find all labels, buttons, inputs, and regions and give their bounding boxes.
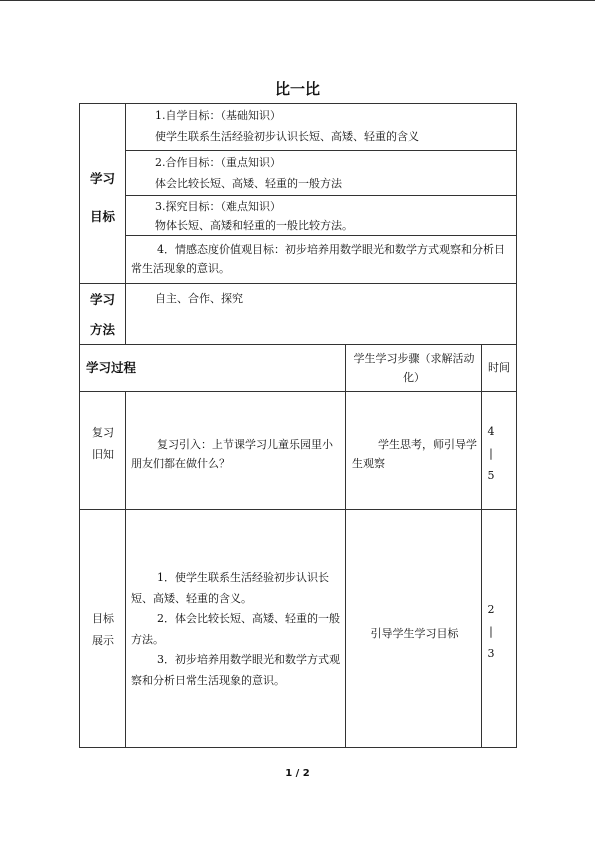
review-activity-text: 学生思考，师引导学生观察 [352, 438, 477, 470]
table-rule [125, 235, 517, 236]
objective-item-3-text [155, 216, 510, 235]
review-time-top: 4 [487, 425, 495, 438]
time-header: 时间 [488, 361, 510, 374]
table-rule [125, 103, 126, 344]
method-text: 自主、合作、探究 [155, 292, 243, 305]
objective-text: 体会比较长短、高矮、轻重的一般方法 [155, 177, 342, 190]
review-label: 复习旧知 [92, 426, 114, 461]
objective-item-4 [131, 240, 511, 278]
objective-item-2 [155, 153, 510, 172]
student-steps-header: 学生学习步骤（求解活动化） [353, 352, 475, 384]
method-label-line2: 方法 [89, 322, 115, 337]
objectives-label-line2: 目标 [89, 209, 115, 224]
objective-text: 物体长短、高矮和轻重的一般比较方法。 [155, 219, 353, 232]
review-time [485, 421, 497, 487]
page-number: 1 / 2 [285, 768, 310, 779]
method-label-line1: 学习 [89, 292, 115, 307]
method-label [80, 285, 125, 345]
table-rule [481, 344, 482, 748]
page-title: 比一比 [274, 80, 320, 98]
table-border-right [516, 103, 517, 748]
goals-time-bottom: 3 [487, 647, 495, 660]
table-rule [345, 344, 346, 748]
review-time-bottom: 5 [487, 469, 495, 482]
objectives-label-line1: 学习 [89, 171, 115, 186]
objectives-label [80, 160, 125, 236]
table-rule [125, 150, 517, 151]
review-time-sep: | [489, 447, 493, 460]
table-rule [79, 391, 517, 392]
objective-item-1-text [155, 127, 510, 146]
goals-content-item-2: 2．体会比较长短、高矮、轻重的一般方法。 [131, 612, 340, 646]
table-rule [125, 391, 126, 748]
table-border-top [79, 103, 517, 104]
objective-text: 4．情感态度价值观目标：初步培养用数学眼光和数学方式观察和分析日常生活现象的意识。 [131, 243, 505, 275]
table-rule [79, 509, 517, 510]
objective-item-1 [155, 106, 510, 125]
goals-label: 目标展示 [92, 612, 114, 647]
goals-time [485, 599, 497, 665]
table-rule [79, 344, 517, 345]
process-header: 学习过程 [86, 360, 137, 375]
goals-content [131, 568, 341, 691]
goals-content-item-1: 1．使学生联系生活经验初步认识长短、高矮、轻重的含义。 [131, 571, 329, 605]
review-activity [352, 435, 477, 473]
objective-text: 使学生联系生活经验初步认识长短、高矮、轻重的含义 [155, 130, 419, 143]
table-rule [125, 195, 517, 196]
goals-activity: 引导学生学习目标 [370, 627, 459, 640]
review-content [131, 435, 341, 473]
objective-heading: 1.自学目标：（基础知识） [155, 109, 281, 122]
review-content-text: 复习引入：上节课学习儿童乐园里小朋友们都在做什么？ [131, 438, 333, 470]
goals-time-sep: | [489, 625, 493, 638]
table-rule [79, 283, 517, 284]
goals-time-top: 2 [487, 603, 495, 616]
objective-item-3 [155, 197, 510, 216]
page-top-rule [0, 0, 595, 1]
objective-heading: 2.合作目标：（重点知识） [155, 156, 281, 169]
objective-heading: 3.探究目标：（难点知识） [155, 200, 281, 213]
objective-item-2-text [155, 174, 510, 193]
table-border-bottom [79, 747, 517, 748]
goals-content-item-3: 3．初步培养用数学眼光和数学方式观察和分析日常生活现象的意识。 [131, 653, 340, 687]
